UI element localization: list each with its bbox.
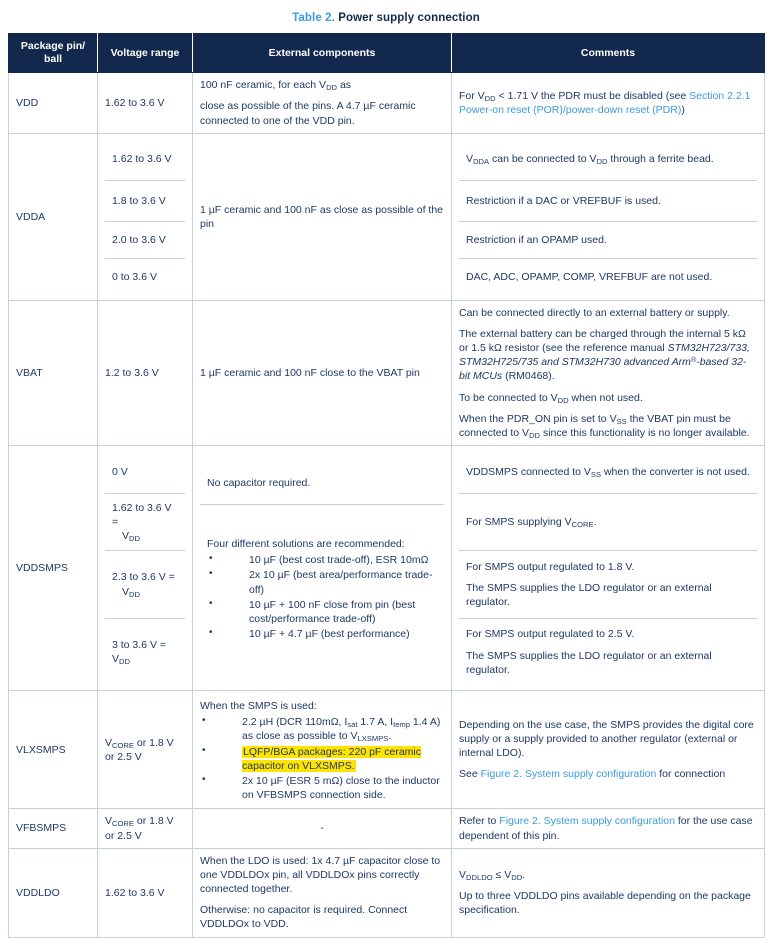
cell-comments-vfbsmps xyxy=(452,809,765,848)
comment-paragraph-3: To be connected to $V_{DD}$ when not used. xyxy=(459,391,643,405)
subscript-dd: DD xyxy=(326,83,338,93)
subscript-dd: DD xyxy=(557,395,569,405)
column-header-voltage-range: Voltage range xyxy=(98,34,193,73)
bullet-item-inductor: • 2.2 µH (DCR 110mΩ, $I_{sat}$ 1.7 A, $I_{temp}$ 1.4 A) as close as possible to $V_{LXSMPS}$. xyxy=(200,715,444,743)
cell-voltage-vdda-group xyxy=(98,133,193,300)
power-supply-connection-table xyxy=(8,33,765,938)
cell-voltage-vlxsmps: $V_{CORE}$ or 1.8 V or 2.5 V xyxy=(98,691,193,809)
comment-line-1: For SMPS output regulated to 2.5 V. xyxy=(466,628,635,641)
comment-line-2: The SMPS supplies the LDO regulator or an external regulator. xyxy=(466,649,712,676)
comment-paragraph-2: See Figure 2. System supply configuration for connection xyxy=(459,768,726,781)
comment-paragraph-1: Can be connected directly to an external battery or supply. xyxy=(459,306,730,319)
subscript-temp: temp xyxy=(393,720,410,730)
cell-voltage-vdda-4: 0 to 3.6 V xyxy=(112,270,157,283)
cell-pin-vddsmps: VDDSMPS xyxy=(9,446,98,691)
components-paragraph-1: 100 nF ceramic, for each $V_{DD}$ as xyxy=(200,79,352,93)
subscript-dd: DD xyxy=(529,430,541,440)
subscript-dd: DD xyxy=(596,157,608,167)
bullet-item-lqfp-bga-highlighted xyxy=(200,745,444,773)
subscript-lxsmps: LXSMPS xyxy=(357,734,389,744)
table-header-row xyxy=(9,34,765,73)
cell-voltage-vddsmps-3: 3 to 3.6 $V = V_{DD}$ xyxy=(112,638,166,667)
link-figure-2[interactable]: Figure 2. System supply configuration xyxy=(480,768,657,781)
table-caption xyxy=(8,0,764,33)
table-caption-title: Power supply connection xyxy=(338,12,480,24)
cell-comment-vdda-2: Restriction if a DAC or VREFBUF is used. xyxy=(459,180,757,221)
cell-comment-vddsmps-2 xyxy=(459,551,757,619)
table-row-vdd xyxy=(9,73,765,134)
bullet-item-output-cap: • 2x 10 µF (ESR 5 mΩ) close to the inductor on VFBSMPS connection side. xyxy=(200,774,444,802)
subscript-dd: DD xyxy=(119,657,130,667)
column-header-package-pin-ball xyxy=(9,34,98,73)
cell-comments-vlxsmps xyxy=(452,691,765,809)
cell-components-vddsmps-0: No capacitor required. xyxy=(200,462,444,505)
column-header-external-components: External components xyxy=(193,34,452,73)
components-bullet-list xyxy=(200,715,444,802)
comment-subrow xyxy=(459,221,757,258)
cell-voltage-vddsmps-group xyxy=(98,446,193,691)
cell-components-vdda: 1 µF ceramic and 100 nF as close as possible of the pin xyxy=(193,133,452,300)
components-paragraph-2: close as possible of the pins. A 4.7 µF ceramic connected to one of the VDD pin. xyxy=(200,100,416,127)
cell-components-vlxsmps xyxy=(193,691,452,809)
components-lead-text: When the SMPS is used: xyxy=(200,700,317,713)
components-paragraph-1: When the LDO is used: 1x 4.7 µF capacitor close to one VDDLDOx pin, all VDDLDOx pins correctly connected together. xyxy=(200,854,441,896)
cell-voltage-vddsmps-0: 0 V xyxy=(105,451,185,494)
table-row-vddsmps xyxy=(9,446,765,691)
components-subrow xyxy=(200,505,444,675)
voltage-subrow xyxy=(105,551,185,619)
comment-subrow xyxy=(459,180,757,221)
comments-paragraph: For $V_{DD} < 1.71$ V the PDR must be disabled (see Section 2.2.1 Power-on reset (POR)/power-down reset (PDR)) xyxy=(459,89,751,116)
components-subtable-vddsmps xyxy=(200,462,444,674)
registered-trademark-symbol: ® xyxy=(690,355,697,365)
cell-voltage-vbat: 1.2 to 3.6 V xyxy=(98,300,193,445)
voltage-subrow xyxy=(105,221,185,258)
cell-voltage-vdd: 1.62 to 3.6 V xyxy=(98,73,193,134)
bullet-item: • 10 µF + 4.7 µF (best performance) xyxy=(207,627,437,641)
cell-comment-vdda-3: Restriction if an OPAMP used. xyxy=(459,221,757,258)
bullet-item: • 2x 10 µF (best area/performance trade-off) xyxy=(207,568,437,596)
bullet-item: • 10 µF + 100 nF close from pin (best cost/performance trade-off) xyxy=(207,598,437,626)
subscript-dd: DD xyxy=(484,93,496,103)
subscript-core: CORE xyxy=(112,819,134,829)
cell-voltage-vdda-2: 1.8 to 3.6 V xyxy=(105,180,185,221)
cell-components-vdd xyxy=(193,73,452,134)
cell-voltage-vfbsmps: $V_{CORE}$ or 1.8 V or 2.5 V xyxy=(98,809,193,848)
cell-comments-vdda-group xyxy=(452,133,765,300)
comment-paragraph-2: The external battery can be charged through the internal 5 kΩ or 1.5 kΩ resistor (see the reference manual STM32H723/733, STM32H725/735 and STM32H730 advanced Arm®-based 32-bit MCUs (RM0468). xyxy=(459,327,750,383)
column-header-comments: Comments xyxy=(452,34,765,73)
cell-comments-vddldo xyxy=(452,848,765,937)
cell-comment-vdda-4: DAC, ADC, OPAMP, COMP, VREFBUF are not used. xyxy=(466,270,713,283)
comment-subrow xyxy=(459,451,757,494)
reference-manual-title-part2: -based 32-bit MCUs xyxy=(459,356,747,383)
comment-paragraph-2: Up to three VDDLDO pins available depending on the package specification. xyxy=(459,890,751,917)
subscript-dd: DD xyxy=(129,534,140,544)
voltage-subrow xyxy=(105,451,185,494)
cell-comments-vdd xyxy=(452,73,765,134)
cell-pin-vdd: VDD xyxy=(9,73,98,134)
subscript-dda: DDA xyxy=(473,157,490,167)
cell-pin-vbat: VBAT xyxy=(9,300,98,445)
table-caption-number: Table 2. xyxy=(292,12,335,24)
bullet-item: • 10 µF (best cost trade-off), ESR 10mΩ xyxy=(207,553,437,567)
link-section-2-2-1[interactable]: Section 2.2.1 Power-on reset (POR)/power-down reset (PDR) xyxy=(459,89,751,116)
components-paragraph-2: Otherwise: no capacitor is required. Connect VDDLDOx to VDD. xyxy=(200,904,408,931)
header-line-2: ball xyxy=(43,53,63,66)
cell-components-vfbsmps: - xyxy=(193,809,452,848)
table-row-vfbsmps xyxy=(9,809,765,848)
comment-paragraph-1: $V_{DDLDO} \le V_{DD}$. xyxy=(459,868,526,882)
comment-subrow xyxy=(459,494,757,551)
cell-components-vddsmps-group xyxy=(193,446,452,691)
cell-components-vbat: 1 µF ceramic and 100 nF close to the VBAT pin xyxy=(193,300,452,445)
cell-components-vddsmps-solutions xyxy=(200,505,444,675)
table-row-vdda xyxy=(9,133,765,300)
cell-pin-vlxsmps: VLXSMPS xyxy=(9,691,98,809)
cell-voltage-vddsmps-1: 1.62 to 3.6 V = $V_{DD}$ xyxy=(105,494,185,551)
voltage-subrow xyxy=(105,139,185,181)
comment-paragraph-1: Depending on the use case, the SMPS provides the digital core supply or a supply provided to another regulator (external or internal LDO). xyxy=(459,718,754,760)
components-subrow xyxy=(200,462,444,505)
link-figure-2[interactable]: Figure 2. System supply configuration xyxy=(499,815,675,828)
subscript-ss: SS xyxy=(590,470,602,480)
comment-line-2: The SMPS supplies the LDO regulator or an external regulator. xyxy=(466,582,712,609)
table-row-vddldo xyxy=(9,848,765,937)
subscript-sat: sat xyxy=(347,720,358,730)
header-line-1: Package pin/ xyxy=(20,40,86,52)
subscript-dd: DD xyxy=(511,872,523,882)
comment-paragraph: Refer to Figure 2. System supply configuration for the use case dependent of this pin. xyxy=(459,815,753,842)
cell-comment-vdda-1: $V_{DDA}$ can be connected to $V_{DD}$ through a ferrite bead. xyxy=(459,139,757,181)
comments-subtable-vddsmps xyxy=(459,451,757,685)
cell-components-vddldo xyxy=(193,848,452,937)
cell-comment-vddsmps-0: VDDSMPS connected to $V_{SS}$ when the converter is not used. xyxy=(459,451,757,494)
cell-pin-vddldo: VDDLDO xyxy=(9,848,98,937)
cell-voltage-vddsmps-2: 2.3 to 3.6 V = $V_{DD}$ xyxy=(105,551,185,619)
subscript-core: CORE xyxy=(571,520,594,530)
components-lead-text: Four different solutions are recommended: xyxy=(207,538,405,551)
voltage-subrow xyxy=(105,619,185,686)
voltage-subrow xyxy=(105,180,185,221)
cell-comments-vddsmps-group xyxy=(452,446,765,691)
highlighted-text: LQFP/BGA packages: 220 pF ceramic capacitor on VLXSMPS. xyxy=(242,745,421,772)
voltage-subtable-vddsmps xyxy=(105,451,185,685)
comment-paragraph-4: When the PDR_ON pin is set to $V_{SS}$ the VBAT pin must be connected to $V_{DD}$ since this functionality is no longer available. xyxy=(459,412,750,440)
subscript-ddldo: DDLDO xyxy=(466,872,493,882)
subscript-dd: DD xyxy=(129,589,140,599)
reference-manual-title-part1: STM32H723/733, STM32H725/735 and STM32H730 advanced Arm xyxy=(459,342,750,369)
cell-voltage-vddldo: 1.62 to 3.6 V xyxy=(98,848,193,937)
comment-subrow xyxy=(459,551,757,619)
comment-subrow xyxy=(459,619,757,686)
subscript-ss: SS xyxy=(616,416,627,426)
voltage-subrow xyxy=(105,258,185,295)
table-row-vbat xyxy=(9,300,765,445)
cell-pin-vfbsmps: VFBSMPS xyxy=(9,809,98,848)
voltage-subrow xyxy=(105,494,185,551)
table-row-vlxsmps xyxy=(9,691,765,809)
cell-comment-vddsmps-1: For SMPS supplying $V_{CORE}$. xyxy=(459,494,757,551)
comment-subrow xyxy=(459,258,757,295)
comments-subtable-vdda xyxy=(459,139,757,295)
cell-voltage-vdda-3: 2.0 to 3.6 V xyxy=(105,221,185,258)
comment-subrow xyxy=(459,139,757,181)
cell-comments-vbat xyxy=(452,300,765,445)
cell-comment-vddsmps-3 xyxy=(459,619,757,686)
comment-line-1: For SMPS output regulated to 1.8 V. xyxy=(466,560,635,573)
subscript-core: CORE xyxy=(112,740,134,750)
cell-voltage-vdda-1: 1.62 to 3.6 V xyxy=(105,139,185,181)
components-bullet-list xyxy=(207,553,437,641)
cell-pin-vdda: VDDA xyxy=(9,133,98,300)
voltage-subtable-vdda xyxy=(105,139,185,295)
